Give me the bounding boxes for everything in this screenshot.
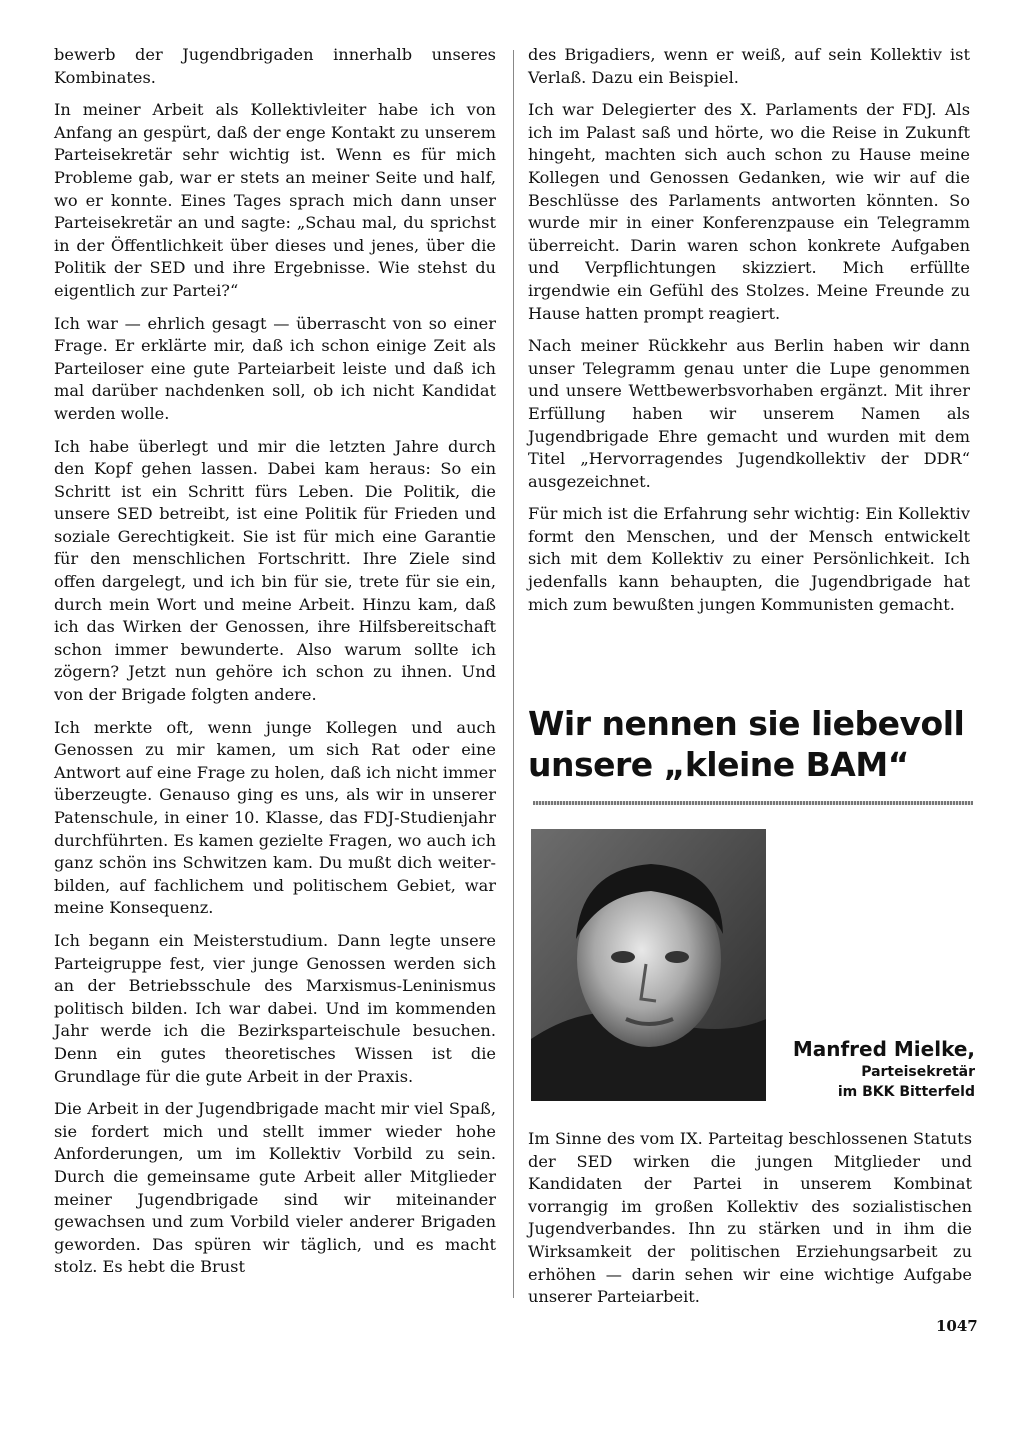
- portrait-photo: [531, 829, 766, 1101]
- paragraph: Ich merkte oft, wenn junge Kollegen und auch Genossen zu mir kamen, um sich Rat oder eine Antwort auf eine Frage zu holen, daß ich nicht immer überzeugte. Genauso ging es uns, als wir in unserer Patenschule, in einer 10. Klasse, das FDJ-Studienjahr durchführten. Es kamen gezielte Fragen, wo auch ich ganz schön ins Schwitzen kam. Du mußt dich weiterbilden, auf fachlichem und politischem Gebiet, war meine Konsequenz.: [54, 717, 496, 918]
- paragraph: Ich war — ehrlich gesagt — überrascht von so einer Frage. Er erklärte mir, daß ich schon einige Zeit als Parteiloser eine gute Parteiarbeit leiste und daß ich mal darüber nachdenken soll, ob ich nicht Kandidat werden wolle.: [54, 313, 496, 423]
- paragraph: Die Arbeit in der Jugendbrigade macht mir viel Spaß, sie fordert mich und stellt immer wieder hohe Anforderungen, um im Kollektiv Vorbild zu sein. Durch die gemeinsame gute Arbeit aller Mitglieder meiner Jugendbrigade sind wir miteinander gewachsen und zum Vorbild vieler anderer Brigaden geworden. Das spüren wir täglich, und es macht stolz. Es hebt die Brust: [54, 1099, 496, 1277]
- headline-rule: [533, 801, 973, 805]
- right-column: [528, 44, 970, 626]
- paragraph: Ich begann ein Meisterstudium. Dann legte unsere Parteigruppe fest, vier junge Genossen werden sich an der Betriebsschule des Marxismus-Leninismus politisch bilden. Ich war dabei. Und im kommenden Jahr werde ich die Bezirksparteischule besuchen. Denn ein gutes theoretisches Wissen ist die Grundlage für die gute Arbeit in der Praxis.: [54, 930, 496, 1086]
- article-intro: Im Sinne des vom IX. Parteitag beschlossenen Statuts der SED wirken die jungen Mitglieder und Kandidaten der Partei in unserem Kombinat vorrangig im großen Kollektiv des sozialistischen Jugendverbandes. Ihn zu stärken und in ihm die Wirksamkeit der politischen Erziehungsarbeit zu erhöhen — darin sehen wir eine wichtige Aufgabe unserer Parteiarbeit.: [528, 1129, 972, 1307]
- headline-line-1: Wir nennen sie liebevoll: [528, 704, 965, 743]
- photo-caption: [760, 1036, 975, 1102]
- paragraph: Für mich ist die Erfahrung sehr wichtig: Ein Kollektiv formt den Menschen, und der Mensch entwickelt sich mit dem Kollektiv zu einer Persönlichkeit. Ich jedenfalls kann behaupten, die Jugendbrigade hat mich zum bewußten jungen Kommunisten gemacht.: [528, 504, 970, 614]
- page-number: 1047: [936, 1317, 978, 1335]
- column-divider: [513, 50, 514, 1298]
- left-column: [54, 44, 496, 1289]
- paragraph: Ich habe überlegt und mir die letzten Jahre durch den Kopf gehen lassen. Dabei kam heraus: So ein Schritt ist ein Schritt fürs Leben. Die Politik, die unsere SED betreibt, ist eine Politik für Frieden und soziale Gerechtigkeit. Sie ist für mich eine Garantie für den menschlichen Fortschritt. Ihre Ziele sind offen dargelegt, und ich bin für sie, trete für sie ein, durch mein Wort und meine Arbeit. Hinzu kam, daß ich das Wirken der Genossen, ihre Hilfsbereitschaft schon immer bewunderte. Also warum sollte ich zögern? Jetzt nun gehöre ich schon zu ihnen. Und von der Brigade folgten andere.: [54, 436, 496, 705]
- caption-organization: im BKK Bitterfeld: [837, 1084, 975, 1100]
- paragraph: Ich war Delegierter des X. Parlaments der FDJ. Als ich im Palast saß und hörte, wo die Reise in Zukunft hingeht, machten sich auch schon zu Hause meine Kollegen und Genossen Gedanken, wie wir auf die Beschlüsse des Parlaments antworten könnten. So wurde mir in einer Konferenzpause ein Telegramm überreicht. Darin waren schon konkrete Aufgaben und Verpflichtungen skizziert. Mich erfüllte irgendwie ein Gefühl des Stolzes. Meine Freunde zu Hause hatten prompt reagiert.: [528, 100, 970, 323]
- article-headline: [528, 703, 978, 785]
- paragraph: In meiner Arbeit als Kollektivleiter habe ich von Anfang an gespürt, daß der enge Kontakt zu unserem Parteisekretär sehr wichtig ist. Wenn es für mich Probleme gab, war er stets an meiner Seite und half, wo er konnte. Eines Tages sprach mich dann unser Parteisekretär an und sagte: „Schau mal, du sprichst in der Öffentlichkeit über dieses und jenes, über die Politik der SED und ihre Ergebnisse. Wie stehst du eigentlich zur Partei?“: [54, 100, 496, 300]
- caption-name: Manfred Mielke,: [792, 1037, 975, 1061]
- portrait-icon: [531, 829, 766, 1101]
- paragraph: des Brigadiers, wenn er weiß, auf sein Kollektiv ist Verlaß. Dazu ein Beispiel.: [528, 45, 970, 87]
- paragraph: bewerb der Jugendbrigaden innerhalb unseres Kombinates.: [54, 45, 496, 87]
- paragraph: Nach meiner Rückkehr aus Berlin haben wir dann unser Telegramm genau unter die Lupe genommen und unsere Wettbewerbsvorhaben ergänzt. Mit ihrer Erfüllung haben wir unserem Namen als Jugendbrigade Ehre gemacht und wurden mit dem Titel „Hervorragendes Jugendkollektiv der DDR“ ausgezeichnet.: [528, 336, 970, 491]
- headline-line-2: unsere „kleine BAM“: [528, 745, 909, 784]
- caption-role: Parteisekretär: [861, 1064, 975, 1080]
